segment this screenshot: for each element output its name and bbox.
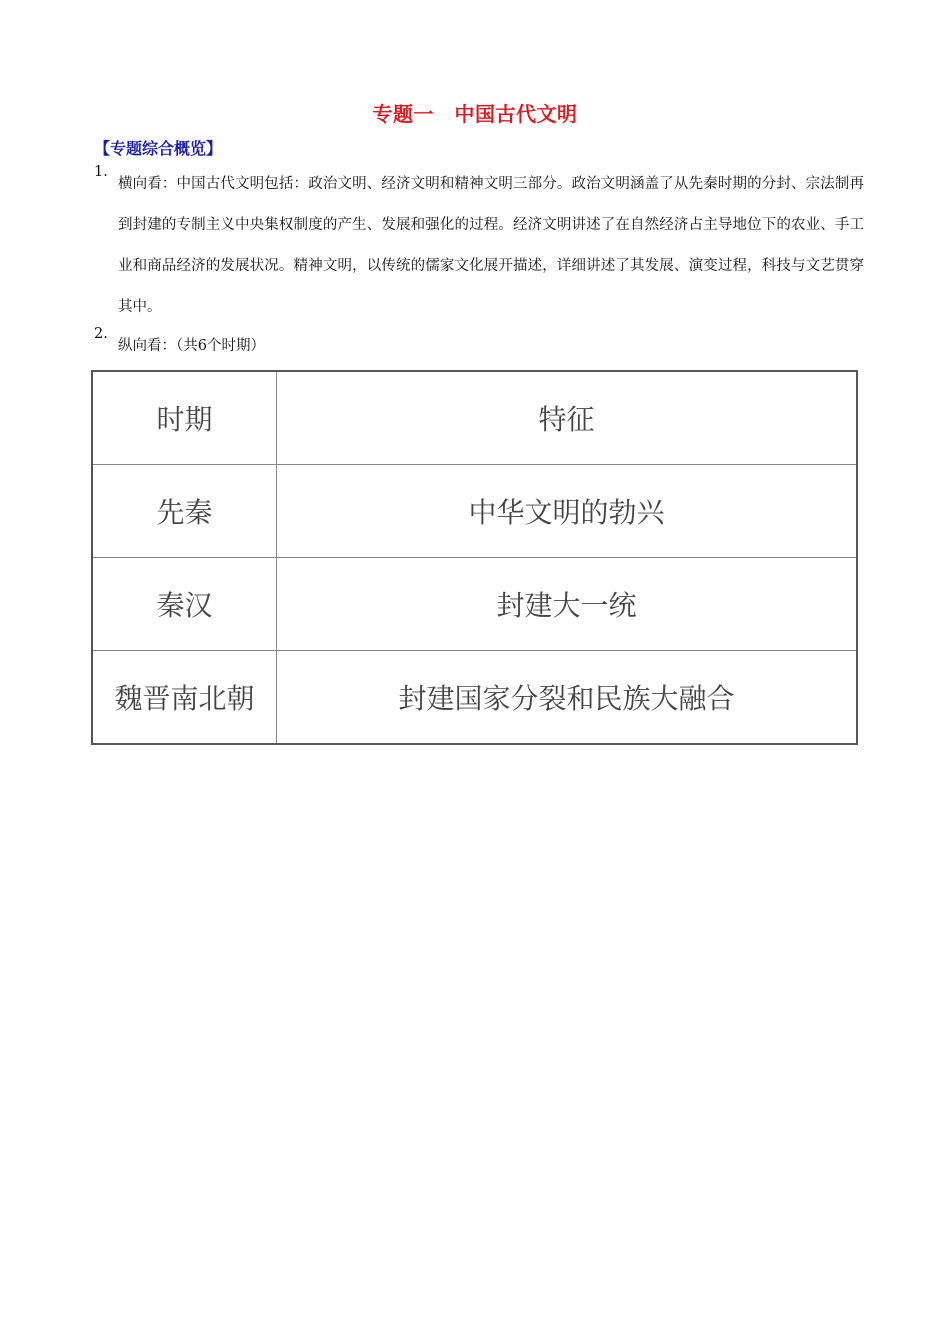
section-heading: 【专题综合概览】 (94, 139, 223, 158)
list-item (94, 164, 864, 328)
feature-cell: 封建大一统 (496, 589, 637, 622)
list-item (94, 326, 864, 367)
table-row (93, 557, 856, 650)
item-number: 1. (94, 164, 108, 180)
table-row (93, 464, 856, 557)
item-text: 横向看：中国古代文明包括：政治文明、经济文明和精神文明三部分。政治文明涵盖了从先秦时期的分封、宗法制再到封建的专制主义中央集权制度的产生、发展和强化的过程。经济文明讲述了在自然经济占主导地位下的农业、手工业和商品经济的发展状况。精神文明，以传统的儒家文化展开描述，详细讲述了其发展、演变过程，科技与文艺贯穿其中。 (118, 176, 864, 315)
item-number: 2. (94, 326, 108, 342)
table-row (93, 650, 856, 743)
periods-table (91, 370, 858, 745)
period-cell: 先秦 (93, 465, 277, 557)
page-title: 专题一 中国古代文明 (372, 102, 578, 126)
item-text: 纵向看：（共6个时期） (118, 338, 265, 354)
table-header-row (93, 372, 856, 464)
period-cell: 秦汉 (93, 558, 277, 650)
feature-cell: 中华文明的勃兴 (468, 496, 665, 529)
period-cell: 魏晋南北朝 (93, 651, 277, 743)
header-feature: 特征 (538, 403, 595, 436)
feature-cell: 封建国家分裂和民族大融合 (398, 682, 735, 715)
header-period: 时期 (93, 372, 277, 464)
